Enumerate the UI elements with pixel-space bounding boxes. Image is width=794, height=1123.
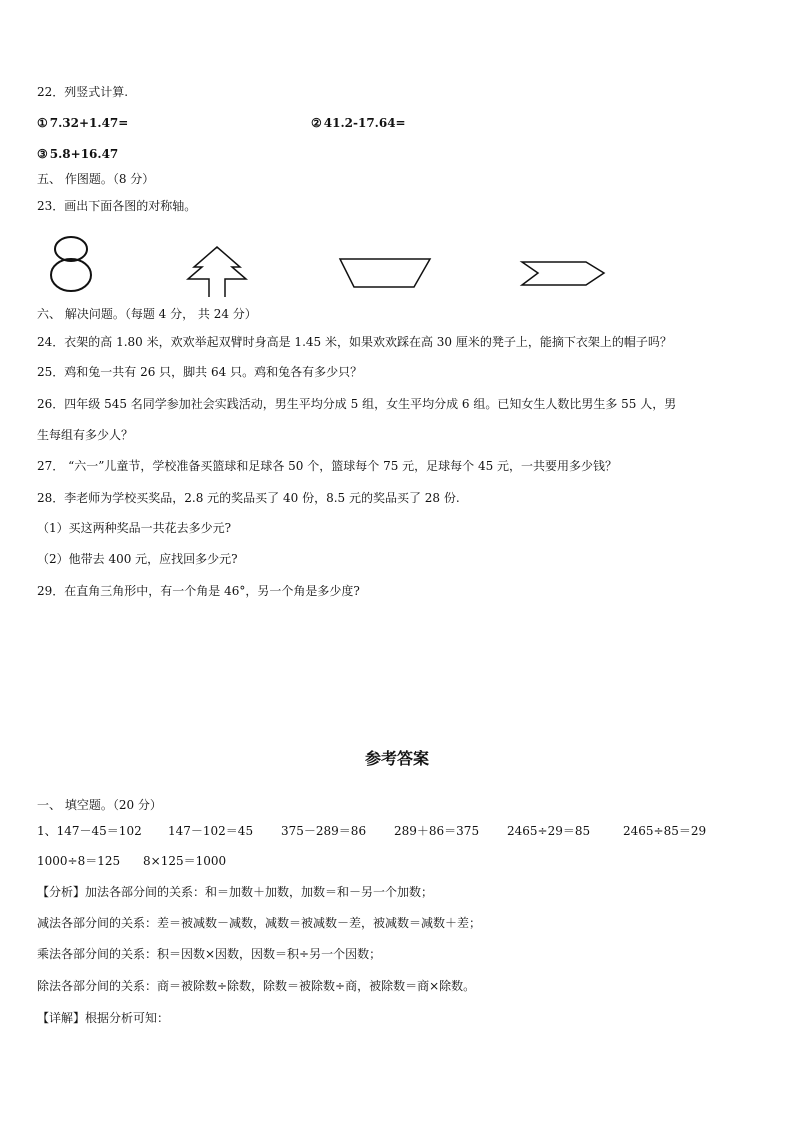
- q22-item-3: [37, 146, 118, 162]
- equation: 1000÷8＝125: [37, 854, 121, 868]
- q28-part-2: （2）他带去 400 元，应找回多少元?: [37, 552, 238, 566]
- q22-item-3-text: 5.8+16.47: [49, 147, 119, 161]
- equation: 1、147－45＝102: [37, 824, 142, 838]
- section-5-heading: 五、 作图题。（8 分）: [37, 172, 155, 186]
- detail-text: 【详解】根据分析可知：: [37, 1011, 170, 1025]
- equation: 147－102＝45: [168, 824, 254, 838]
- multiplication-relation: 乘法各部分间的关系：积＝因数×因数，因数＝积÷另一个因数；: [37, 947, 382, 961]
- circled-number-3: ③: [37, 147, 48, 161]
- division-relation: 除法各部分间的关系：商＝被除数÷除数，除数＝被除数÷商，被除数＝商×除数。: [37, 979, 476, 993]
- q22-item-2-text: 41.2-17.64=: [323, 116, 406, 130]
- equation: 8×125＝1000: [143, 854, 227, 868]
- answers-section-1-heading: 一、 填空题。（20 分）: [37, 798, 162, 812]
- q23-text: 23．画出下面各图的对称轴。: [37, 199, 197, 213]
- q28-text: 28．李老师为学校买奖品，2.8 元的奖品买了 40 份，8.5 元的奖品买了 28 份.: [37, 491, 460, 505]
- section-6-heading: 六、 解决问题。（每题 4 分， 共 24 分）: [37, 307, 257, 321]
- q27-text: 27． “六一”儿童节，学校准备买篮球和足球各 50 个，篮球每个 75 元，足球每个 45 元，一共要用多少钱？: [37, 459, 618, 473]
- tree-arrow-shape: [182, 243, 252, 299]
- q26-text-line2: 生每组有多少人？: [37, 428, 134, 442]
- q28-part-1: （1）买这两种奖品一共花去多少元?: [37, 521, 232, 535]
- equation: 2465÷29＝85: [507, 824, 591, 838]
- answer-1-line-1: [37, 823, 706, 839]
- subtraction-relation: 减法各部分间的关系：差＝被减数－减数，减数＝被减数－差，被减数＝减数＋差；: [37, 916, 482, 930]
- answers-title: 参考答案: [364, 749, 429, 768]
- q29-text: 29．在直角三角形中，有一个角是 46°，另一个角是多少度?: [37, 584, 360, 598]
- circled-number-2: ②: [311, 116, 322, 130]
- trapezoid-shape: [336, 255, 436, 291]
- q26-text-line1: 26．四年级 545 名同学参加社会实践活动，男生平均分成 5 组，女生平均分成 6 组。已知女生人数比男生多 55 人，男: [37, 397, 677, 411]
- q22-item-2: [311, 115, 406, 131]
- q22-item-1-text: 7.32+1.47=: [49, 116, 129, 130]
- q22-heading: 22．列竖式计算.: [37, 85, 129, 99]
- chevron-arrow-shape: [518, 259, 608, 289]
- q25-text: 25．鸡和兔一共有 26 只，脚共 64 只。鸡和兔各有多少只？: [37, 365, 363, 379]
- q24-text: 24．衣架的高 1.80 米，欢欢举起双臂时身高是 1.45 米，如果欢欢踩在高 30 厘米的凳子上，能摘下衣架上的帽子吗？: [37, 335, 672, 349]
- answer-1-line-2: [37, 853, 226, 869]
- figure-eight-shape: [44, 235, 104, 295]
- equation: 289＋86＝375: [394, 824, 480, 838]
- q22-item-1: [37, 115, 128, 131]
- analysis-text: 【分析】加法各部分间的关系：和＝加数＋加数，加数＝和－另一个加数；: [37, 885, 434, 899]
- equation: 375－289＝86: [281, 824, 367, 838]
- circled-number-1: ①: [37, 116, 48, 130]
- equation: 2465÷85＝29: [623, 824, 707, 838]
